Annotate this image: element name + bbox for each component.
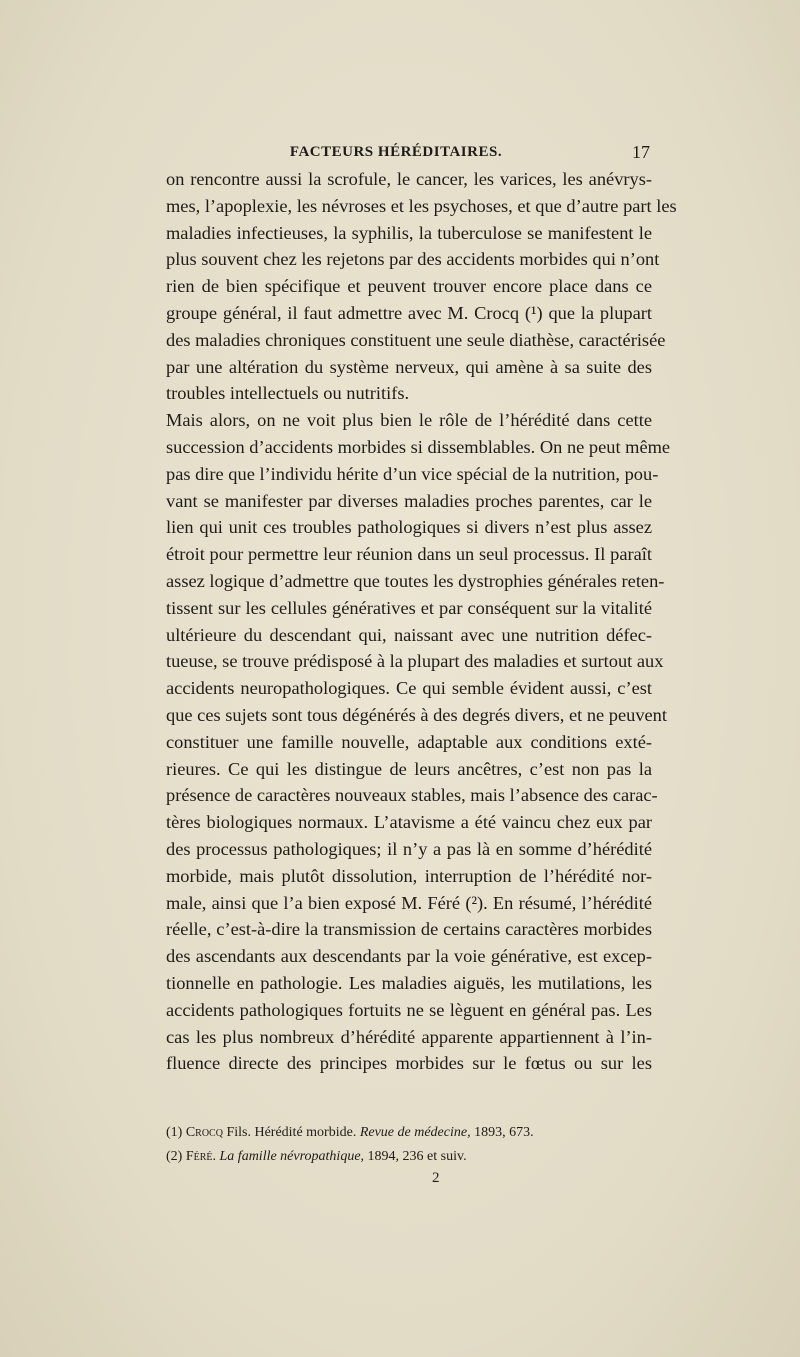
text-line: tères biologiques normaux. L’atavisme a été vaincu chez eux par xyxy=(166,812,652,833)
text-line: male, ainsi que l’a bien exposé M. Féré (²). En résumé, l’hérédité xyxy=(166,892,652,913)
footnote-author: Féré. xyxy=(185,1149,217,1164)
text-line: des ascendants aux descendants par la voie générative, est excep- xyxy=(166,946,652,967)
footnote-1 xyxy=(166,1121,652,1145)
text-line: plus souvent chez les rejetons par des accidents morbides qui n’ont xyxy=(166,249,660,270)
body-text xyxy=(166,166,677,1077)
footnote-marker: (2) xyxy=(166,1149,183,1164)
footnote-author: Crocq xyxy=(185,1125,223,1140)
text-line: étroit pour permettre leur réunion dans un seul processus. Il paraît xyxy=(166,544,652,565)
text-line: rien de bien spécifique et peuvent trouver encore place dans ce xyxy=(166,276,652,297)
text-line: tionnelle en pathologie. Les maladies aiguës, les mutilations, les xyxy=(166,972,652,993)
running-title: FACTEURS HÉRÉDITAIRES. xyxy=(289,144,503,160)
text-line: on rencontre aussi la scrofule, le cancer, les varices, les anévrys- xyxy=(166,169,652,189)
text-line: fluence directe des principes morbides sur le fœtus ou sur les xyxy=(166,1053,652,1074)
signature-mark: 2 xyxy=(432,1170,440,1186)
text-line: accidents neuropathologiques. Ce qui semble évident aussi, c’est xyxy=(166,678,652,699)
footnote-text: 1893, 673. xyxy=(470,1125,534,1140)
text-line: présence de caractères nouveaux stables, mais l’absence des carac- xyxy=(166,785,658,806)
text-line: maladies infectieuses, la syphilis, la tuberculose se manifestent le xyxy=(166,222,652,243)
footnote-title: La famille névropathique, xyxy=(219,1149,365,1164)
text-line: groupe général, il faut admettre avec M. Crocq (¹) que la plupart xyxy=(166,302,652,323)
text-line: réelle, c’est-à-dire la transmission de certains caractères morbides xyxy=(166,919,652,940)
text-line: cas les plus nombreux d’hérédité apparente appartiennent à l’in- xyxy=(166,1026,652,1047)
footnote-text: Fils. Hérédité morbide. xyxy=(222,1125,360,1140)
text-line: tueuse, se trouve prédisposé à la plupart des maladies et surtout aux xyxy=(166,651,664,672)
text-line: que ces sujets sont tous dégénérés à des degrés divers, et ne peuvent xyxy=(166,704,667,725)
text-line: constituer une famille nouvelle, adaptable aux conditions exté- xyxy=(166,731,652,752)
page-number: 17 xyxy=(632,142,650,162)
text-line: par une altération du système nerveux, qui amène à sa suite des xyxy=(166,356,652,377)
text-line: troubles intellectuels ou nutritifs. xyxy=(166,383,410,404)
text-line: lien qui unit ces troubles pathologiques si divers n’est plus assez xyxy=(166,517,652,538)
text-line: des processus pathologiques; il n’y a pas là en somme d’hérédité xyxy=(166,838,652,859)
text-line: accidents pathologiques fortuits ne se lèguent en général pas. Les xyxy=(166,999,652,1020)
footnote-title: Revue de médecine, xyxy=(359,1125,471,1140)
text-line: ultérieure du descendant qui, naissant avec une nutrition défec- xyxy=(166,624,652,645)
footnote-2 xyxy=(166,1145,652,1169)
footnote-marker: (1) xyxy=(166,1125,183,1140)
text-line: morbide, mais plutôt dissolution, interruption de l’hérédité nor- xyxy=(166,865,652,886)
text-line: assez logique d’admettre que toutes les dystrophies générales reten- xyxy=(166,570,665,591)
text-line: rieures. Ce qui les distingue de leurs ancêtres, c’est non pas la xyxy=(166,758,652,779)
footnote-text: 1894, 236 et suiv. xyxy=(364,1149,467,1164)
text-line: mes, l’apoplexie, les névroses et les psychoses, et que d’autre part les xyxy=(166,195,677,216)
footnotes xyxy=(166,1121,652,1169)
text-line: tissent sur les cellules génératives et par conséquent sur la vitalité xyxy=(166,597,652,618)
text-line: vant se manifester par diverses maladies proches parentes, car le xyxy=(166,490,652,511)
text-line: succession d’accidents morbides si dissemblables. On ne peut même xyxy=(166,436,671,457)
text-line: pas dire que l’individu hérite d’un vice spécial de la nutrition, pou- xyxy=(166,463,659,484)
text-line: Mais alors, on ne voit plus bien le rôle de l’hérédité dans cette xyxy=(166,410,652,431)
text-line: des maladies chroniques constituent une seule diathèse, caractérisée xyxy=(166,329,666,350)
